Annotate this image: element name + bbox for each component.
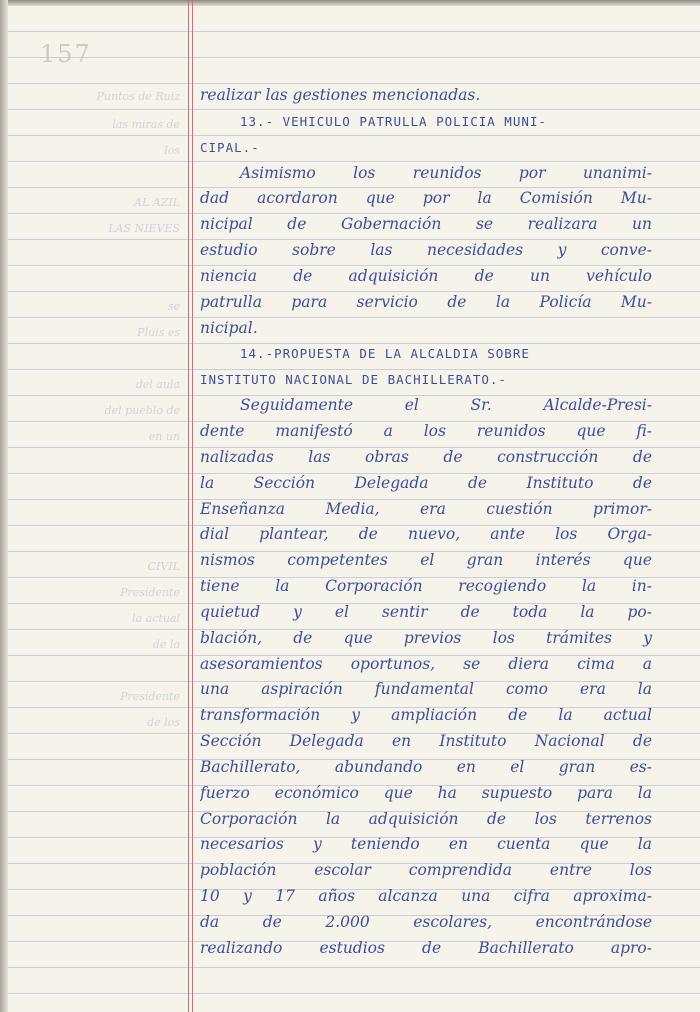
- bleed-through-text: LAS NIEVES: [108, 222, 180, 235]
- bleed-through-text: del pueblo de: [104, 404, 180, 417]
- bleed-through-text: Presidente: [120, 586, 180, 599]
- bleed-through-text: la actual: [132, 612, 180, 625]
- section-heading: CIPAL.-: [200, 139, 260, 155]
- text-line: quietud y el sentir de toda la po-: [200, 602, 652, 621]
- bleed-through-text: Presidente: [120, 690, 180, 703]
- text-line: 10 y 17 años alcanza una cifra aproxima-: [200, 887, 652, 906]
- text-line: estudio sobre las necesidades y conve-: [200, 241, 652, 260]
- bleed-through-text: las miras de: [112, 118, 180, 131]
- text-line: una aspiración fundamental como era la: [200, 680, 652, 699]
- text-line: realizar las gestiones mencionadas.: [200, 86, 481, 104]
- text-line: dente manifestó a los reunidos que fi-: [200, 421, 652, 440]
- bleed-through-text: en un: [148, 430, 180, 443]
- text-line: necesarios y teniendo en cuenta que la: [200, 835, 652, 854]
- bleed-through-text: AL AZIL: [134, 196, 180, 209]
- page-top-edge: [0, 0, 700, 6]
- margin-line-outer: [188, 0, 189, 1012]
- bleed-through-text: se: [167, 300, 180, 313]
- text-line: da de 2.000 escolares, encontrándose: [200, 913, 652, 931]
- text-line: población escolar comprendida entre los: [200, 861, 652, 880]
- section-heading: INSTITUTO NACIONAL DE BACHILLERATO.-: [200, 372, 507, 388]
- text-line: Enseñanza Media, era cuestión primor-: [200, 499, 652, 518]
- text-line: Corporación la adquisición de los terrenos: [200, 809, 652, 828]
- text-line: nismos competentes el gran interés que: [200, 551, 652, 570]
- handwritten-minutes: [200, 83, 652, 962]
- text-line: la Sección Delegada de Instituto de: [200, 473, 652, 492]
- binding-shadow: [0, 0, 8, 1012]
- text-line: Bachillerato, abundando en el gran es-: [200, 757, 652, 776]
- text-line: realizando estudios de Bachillerato apro-: [200, 938, 652, 957]
- text-line: tiene la Corporación recogiendo la in-: [200, 577, 652, 596]
- text-line: Seguidamente el Sr. Alcalde-Presi-: [240, 396, 652, 415]
- text-line: fuerzo económico que ha supuesto para la: [200, 783, 652, 802]
- text-line: nalizadas las obras de construcción de: [200, 447, 652, 466]
- text-line: nicipal de Gobernación se realizara un: [200, 215, 652, 234]
- text-line: nicipal.: [200, 318, 258, 337]
- text-line: Asimismo los reunidos por unanimi-: [240, 163, 652, 182]
- text-line: Sección Delegada en Instituto Nacional de: [200, 732, 652, 751]
- text-line: dad acordaron que por la Comisión Mu-: [200, 189, 652, 208]
- text-line: patrulla para servicio de la Policía Mu-: [200, 292, 652, 311]
- text-line: blación, de que previos los trámites y: [200, 628, 652, 647]
- bleed-through-text: CIVIL: [147, 560, 180, 573]
- text-line: dial plantear, de nuevo, ante los Orga-: [200, 525, 652, 544]
- bleed-through-text: de la: [152, 638, 180, 651]
- bleed-through-text: de los: [147, 716, 180, 729]
- section-heading: 13.- VEHICULO PATRULLA POLICIA MUNI-: [240, 113, 547, 129]
- bleed-through-text: Puntos de Ruiz: [96, 90, 180, 103]
- text-line: asesoramientos oportunos, se diera cima a: [200, 654, 652, 673]
- bleed-through-text: Pluis es: [137, 326, 180, 339]
- section-heading: 14.-PROPUESTA DE LA ALCALDIA SOBRE: [240, 346, 530, 362]
- text-line: transformación y ampliación de la actual: [200, 706, 652, 725]
- text-line: niencia de adquisición de un vehículo: [200, 266, 652, 285]
- page-number: 157: [40, 40, 92, 68]
- bleed-through-text: del aula: [135, 378, 180, 391]
- margin-line-inner: [192, 0, 193, 1012]
- bleed-through-text: los: [164, 144, 180, 157]
